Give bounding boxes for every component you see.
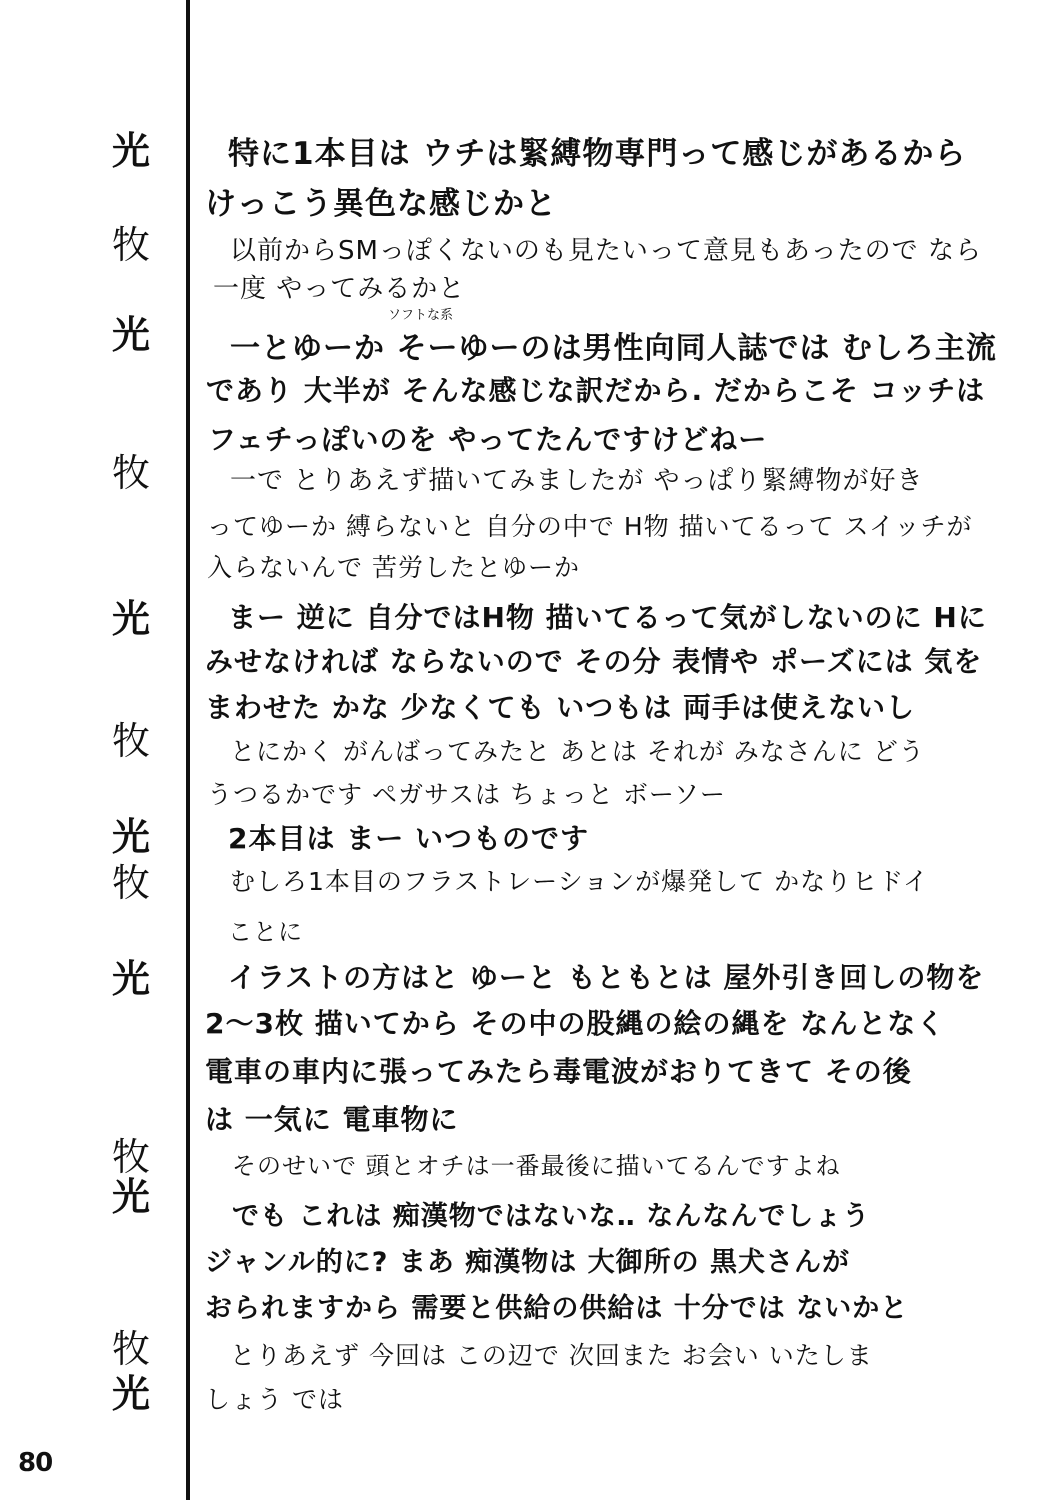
speaker-marker: 牧 <box>111 1135 150 1179</box>
text-line: は 一気に 電車物に <box>205 1103 459 1136</box>
text-line: うつるかです ペガサスは ちょっと ボーソー <box>207 780 726 809</box>
text-line: 一度 やってみるかと <box>213 274 466 304</box>
text-line: とりあえず 今回は この辺で 次回また お会い いたしま <box>230 1341 873 1370</box>
margin-divider-line <box>186 0 190 1500</box>
text-line: でも これは 痴漢物ではないな‥ なんなんでしょう <box>232 1201 871 1232</box>
speaker-marker: 牧 <box>111 223 150 267</box>
text-line: 2〜3枚 描いてから その中の股縄の絵の縄を なんとなく <box>205 1007 946 1040</box>
text-line: 入らないんで 苦労したとゆーか <box>207 553 580 582</box>
text-line: まわせた かな 少なくても いつもは 両手は使えないし <box>205 691 915 724</box>
ruby-annotation: ソフトな系 <box>388 308 454 323</box>
text-line: まー 逆に 自分ではH物 描いてるって気がしないのに Hに <box>228 601 987 634</box>
text-line: ジャンル的に? まあ 痴漢物は 大御所の 黒犬さんが <box>205 1247 851 1278</box>
speaker-marker: 牧 <box>111 719 150 763</box>
speaker-marker: 光 <box>111 814 150 859</box>
speaker-marker: 牧 <box>111 1327 150 1371</box>
text-line: おられますから 需要と供給の供給は 十分では ないかと <box>205 1293 909 1324</box>
text-line: ってゆーか 縛らないと 自分の中で H物 描いてるって スイッチが <box>207 512 973 541</box>
text-line: フェチっぽいのを やってたんですけどねー <box>208 423 768 456</box>
text-line: イラストの方はと ゆーと もともとは 屋外引き回しの物を <box>228 961 985 994</box>
speaker-marker: 光 <box>111 956 150 1001</box>
speaker-marker: 光 <box>111 128 150 173</box>
text-line: けっこう異色な感じかと <box>205 186 557 222</box>
speaker-marker: 光 <box>111 312 150 357</box>
text-line: むしろ1本目のフラストレーションが爆発して かなりヒドイ <box>230 867 929 896</box>
speaker-marker: 牧 <box>111 861 150 905</box>
text-line: 一とゆーか そーゆーのは男性向同人誌では むしろ主流 <box>230 331 997 366</box>
text-line: 特に1本目は ウチは緊縛物専門って感じがあるから <box>228 136 967 172</box>
text-line: みせなければ ならないので その分 表情や ポーズには 気を <box>205 645 983 678</box>
speaker-marker: 光 <box>111 1174 150 1219</box>
text-line: であり 大半が そんな感じな訳だから. だからこそ コッチは <box>206 374 986 407</box>
text-line: 2本目は まー いつものです <box>228 822 589 855</box>
page-number: 80 <box>18 1448 53 1478</box>
text-line: そのせいで 頭とオチは一番最後に描いてるんですよね <box>232 1152 841 1180</box>
speaker-marker: 光 <box>111 596 150 641</box>
speaker-marker: 牧 <box>111 451 150 495</box>
text-line: しょう では <box>205 1385 344 1414</box>
text-line: ことに <box>228 918 303 946</box>
speaker-marker: 光 <box>111 1371 150 1416</box>
text-line: 電車の車内に張ってみたら毒電波がおりてきて その後 <box>205 1055 912 1088</box>
text-line: とにかく がんばってみたと あとは それが みなさんに どう <box>230 737 925 766</box>
text-line: 以前からSMっぽくないのも見たいって意見もあったので なら <box>230 236 982 266</box>
text-line: 一で とりあえず描いてみましたが やっぱり緊縛物が好き <box>230 466 924 496</box>
